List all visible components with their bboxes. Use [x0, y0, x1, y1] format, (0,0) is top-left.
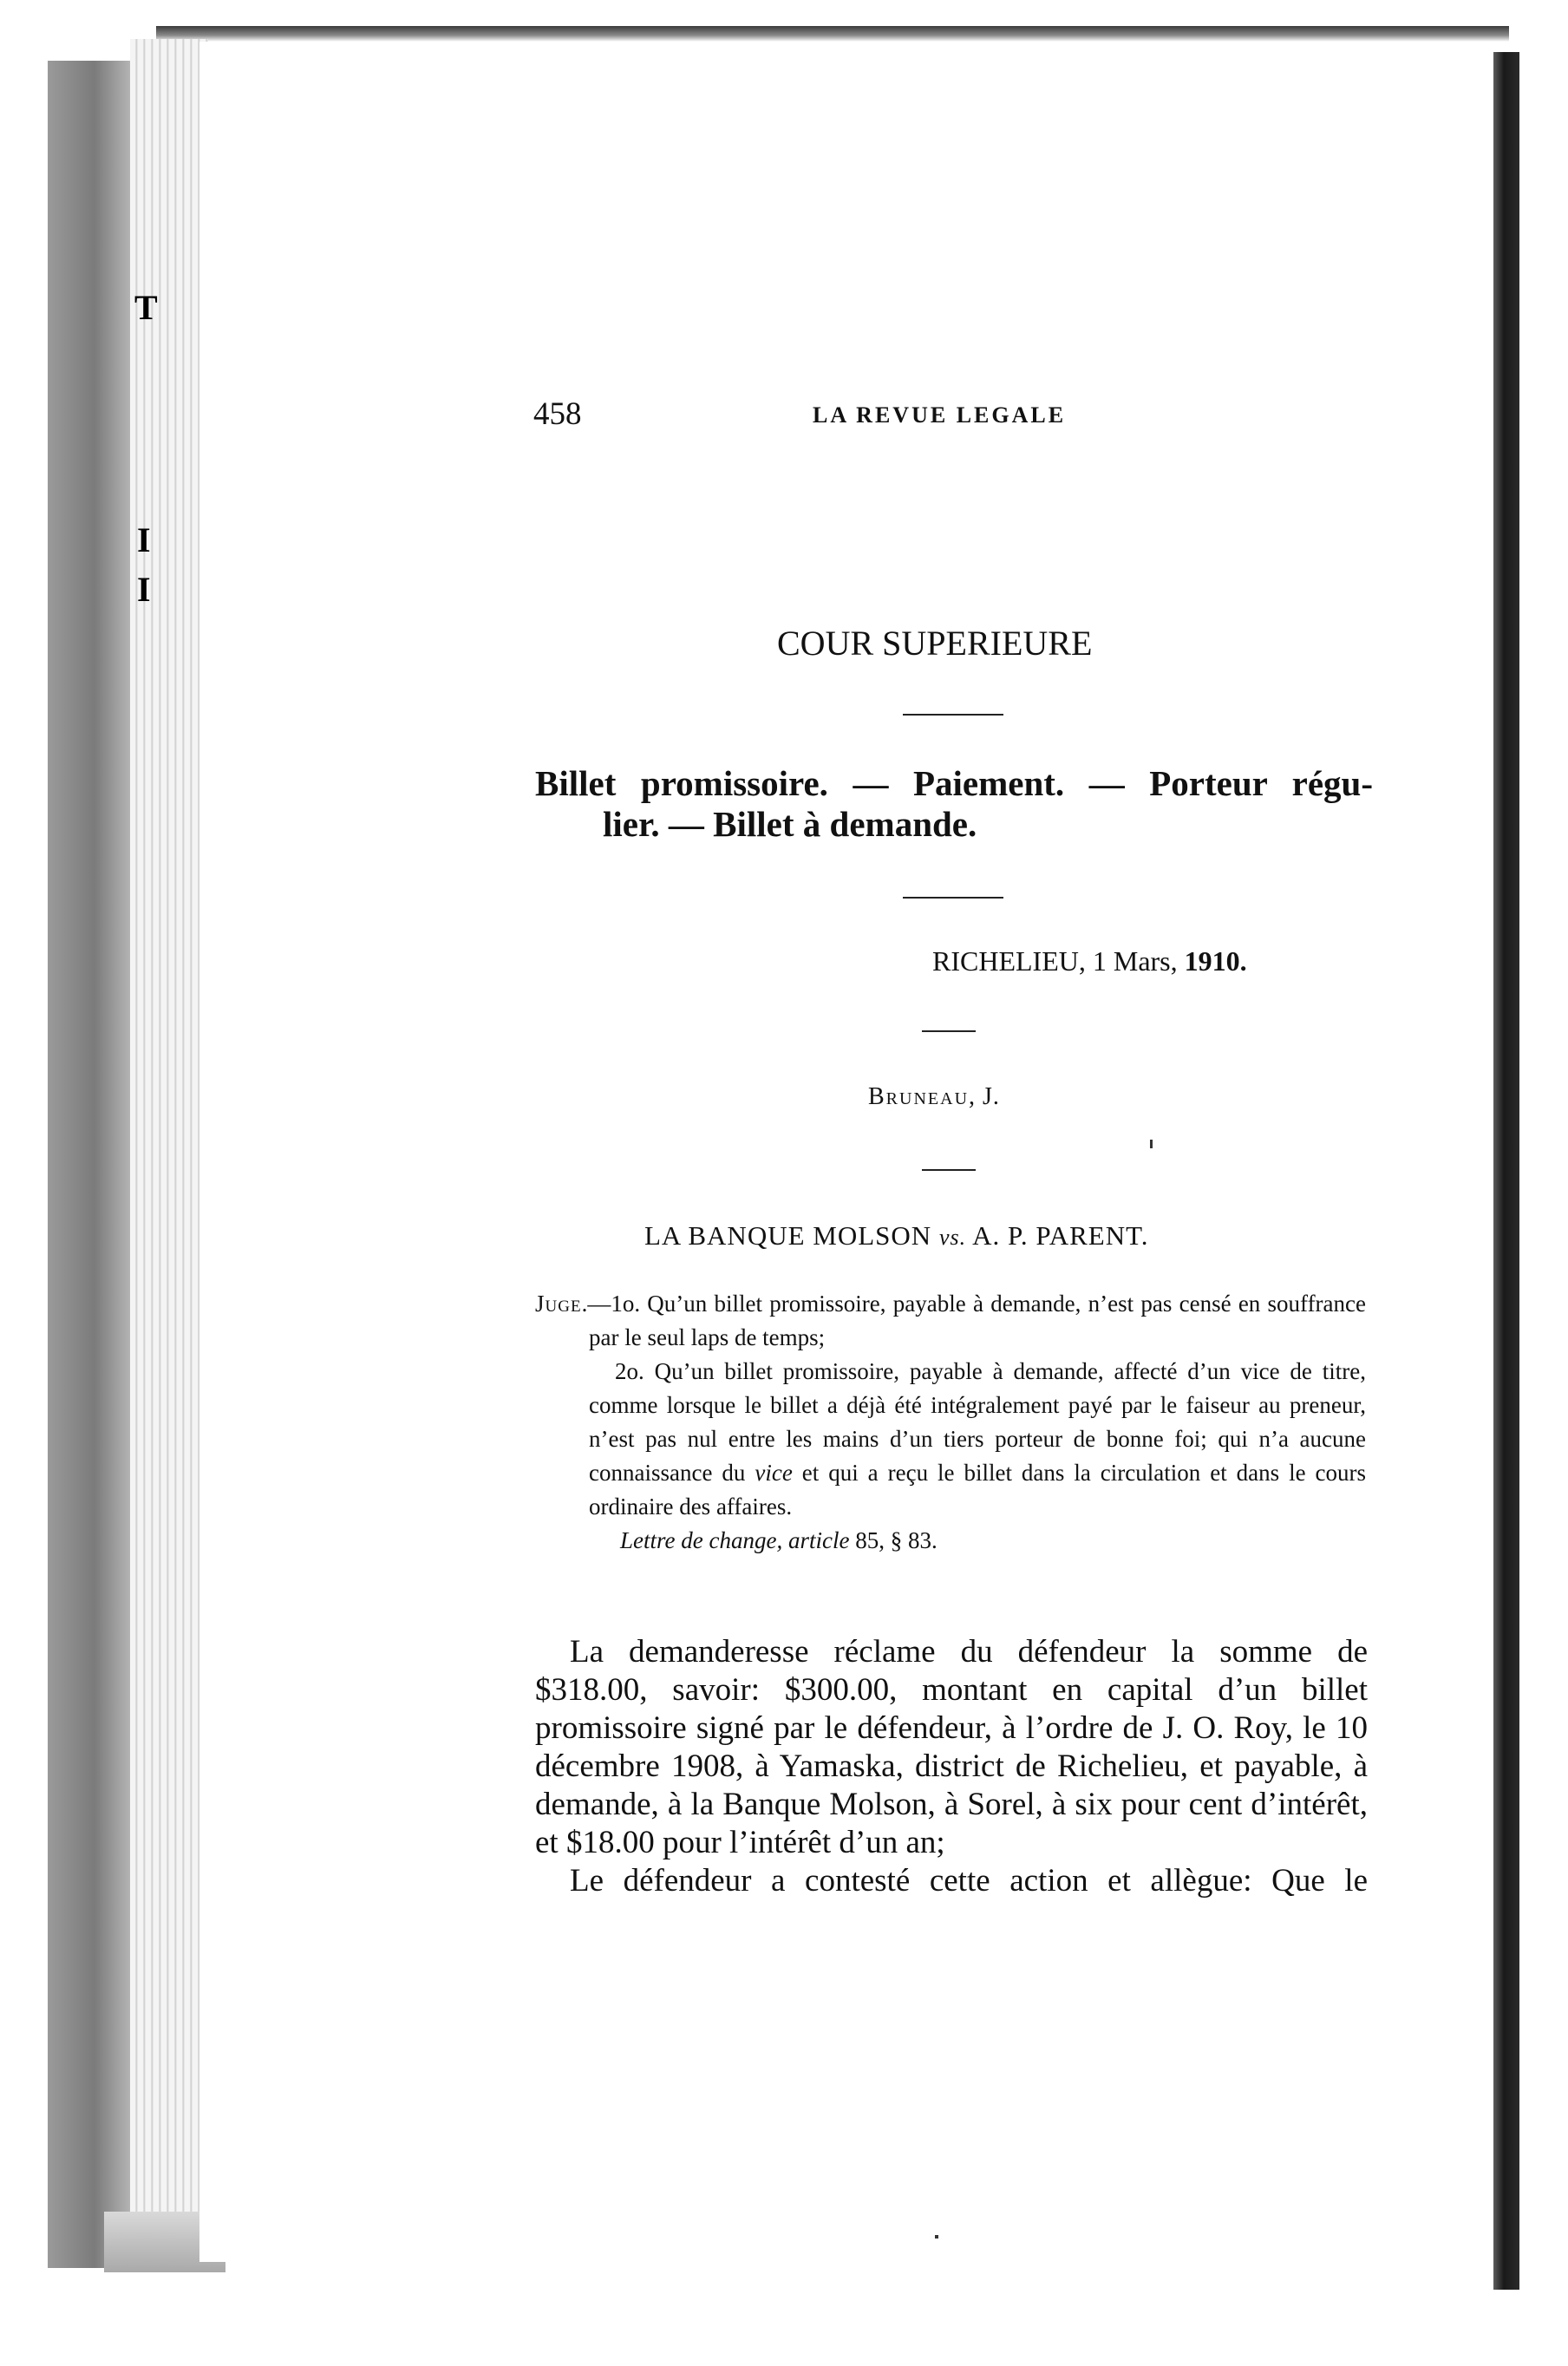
holding-label: Juge: [535, 1291, 582, 1317]
left-page-fragment: T: [134, 288, 158, 327]
scan-top-shadow: [156, 26, 1509, 42]
subject-line-2: lier. — Billet à demande.: [603, 804, 977, 844]
subject-heading: [535, 763, 1373, 845]
plaintiff: LA BANQUE MOLSON: [644, 1220, 932, 1251]
holding-vice: vice: [755, 1460, 793, 1486]
body-paragraph: Le défendeur a contesté cette action et allègue: Que le: [570, 1863, 1368, 1899]
holding-point-1-text: .—1o. Qu’un billet promissoire, payable à demande, n’est pas censé en souffrance par le seul laps de temps;: [581, 1291, 1366, 1350]
page-edges: [130, 39, 208, 2233]
judge-name: Bruneau: [868, 1083, 970, 1110]
divider: [903, 714, 1003, 716]
body-text: [535, 1633, 1368, 1900]
parties: [644, 1220, 1149, 1252]
subject-line-1: Billet promissoire. — Paiement. — Porteur régu-: [535, 763, 1373, 803]
divider: [922, 1030, 976, 1032]
right-gutter: [1519, 52, 1568, 2290]
holding-reference: [535, 1524, 1366, 1558]
court-heading: COUR SUPERIEURE: [777, 624, 1093, 663]
defendant: A. P. PARENT.: [972, 1220, 1149, 1251]
divider: [922, 1169, 976, 1171]
reference-italic: Lettre de change, article: [620, 1527, 850, 1553]
place-date: [932, 945, 1247, 977]
holding: [535, 1287, 1366, 1558]
left-page-fragment: I: [137, 520, 151, 559]
page-number: 458: [533, 396, 582, 432]
year: 1910.: [1184, 945, 1247, 977]
divider: [903, 897, 1003, 899]
holding-point-2: [535, 1355, 1366, 1524]
place: RICHELIEU, 1 Mars,: [932, 945, 1178, 977]
running-title: LA REVUE LEGALE: [813, 402, 1067, 428]
scan-speck: [1150, 1140, 1153, 1148]
right-spine: [1493, 52, 1519, 2290]
body-paragraph: La demanderesse réclame du défendeur la somme de $318.00, savoir: $300.00, montant en capital d’un billet promissoire signé par le défendeur, à l’ordre de J. O. Roy, le 10 décembre 1908, à Yamaska, district de Richelieu, et payable, à demande, à la Banque Molson, à Sorel, à six pour cent d’intérêt, et $18.00 pour l’intérêt d’un an;: [535, 1634, 1368, 1860]
versus: vs.: [938, 1225, 967, 1250]
holding-point-1: [535, 1287, 1366, 1355]
holding-point-2-text: 2o. Qu’un billet promissoire, payable à demande, affecté d’un vice de titre, comme lorsque le billet a déjà été intégralement payé par le faiseur au preneur, n’est pas nul entre les mains d’un tiers porteur de bonne foi; qui n’a aucune connaissance du: [589, 1358, 1366, 1486]
holding-point-2-end: et qui a reçu le billet dans la circulation et dans le cours ordinaire des affaires.: [589, 1460, 1367, 1520]
judge-suffix: , J.: [969, 1083, 1000, 1110]
reference-plain: 85, § 83.: [849, 1527, 938, 1553]
page-sheet: [199, 42, 1492, 2262]
scan-speck: [935, 2235, 938, 2239]
left-page-fragment: I: [137, 570, 151, 609]
judge: [868, 1083, 1000, 1111]
